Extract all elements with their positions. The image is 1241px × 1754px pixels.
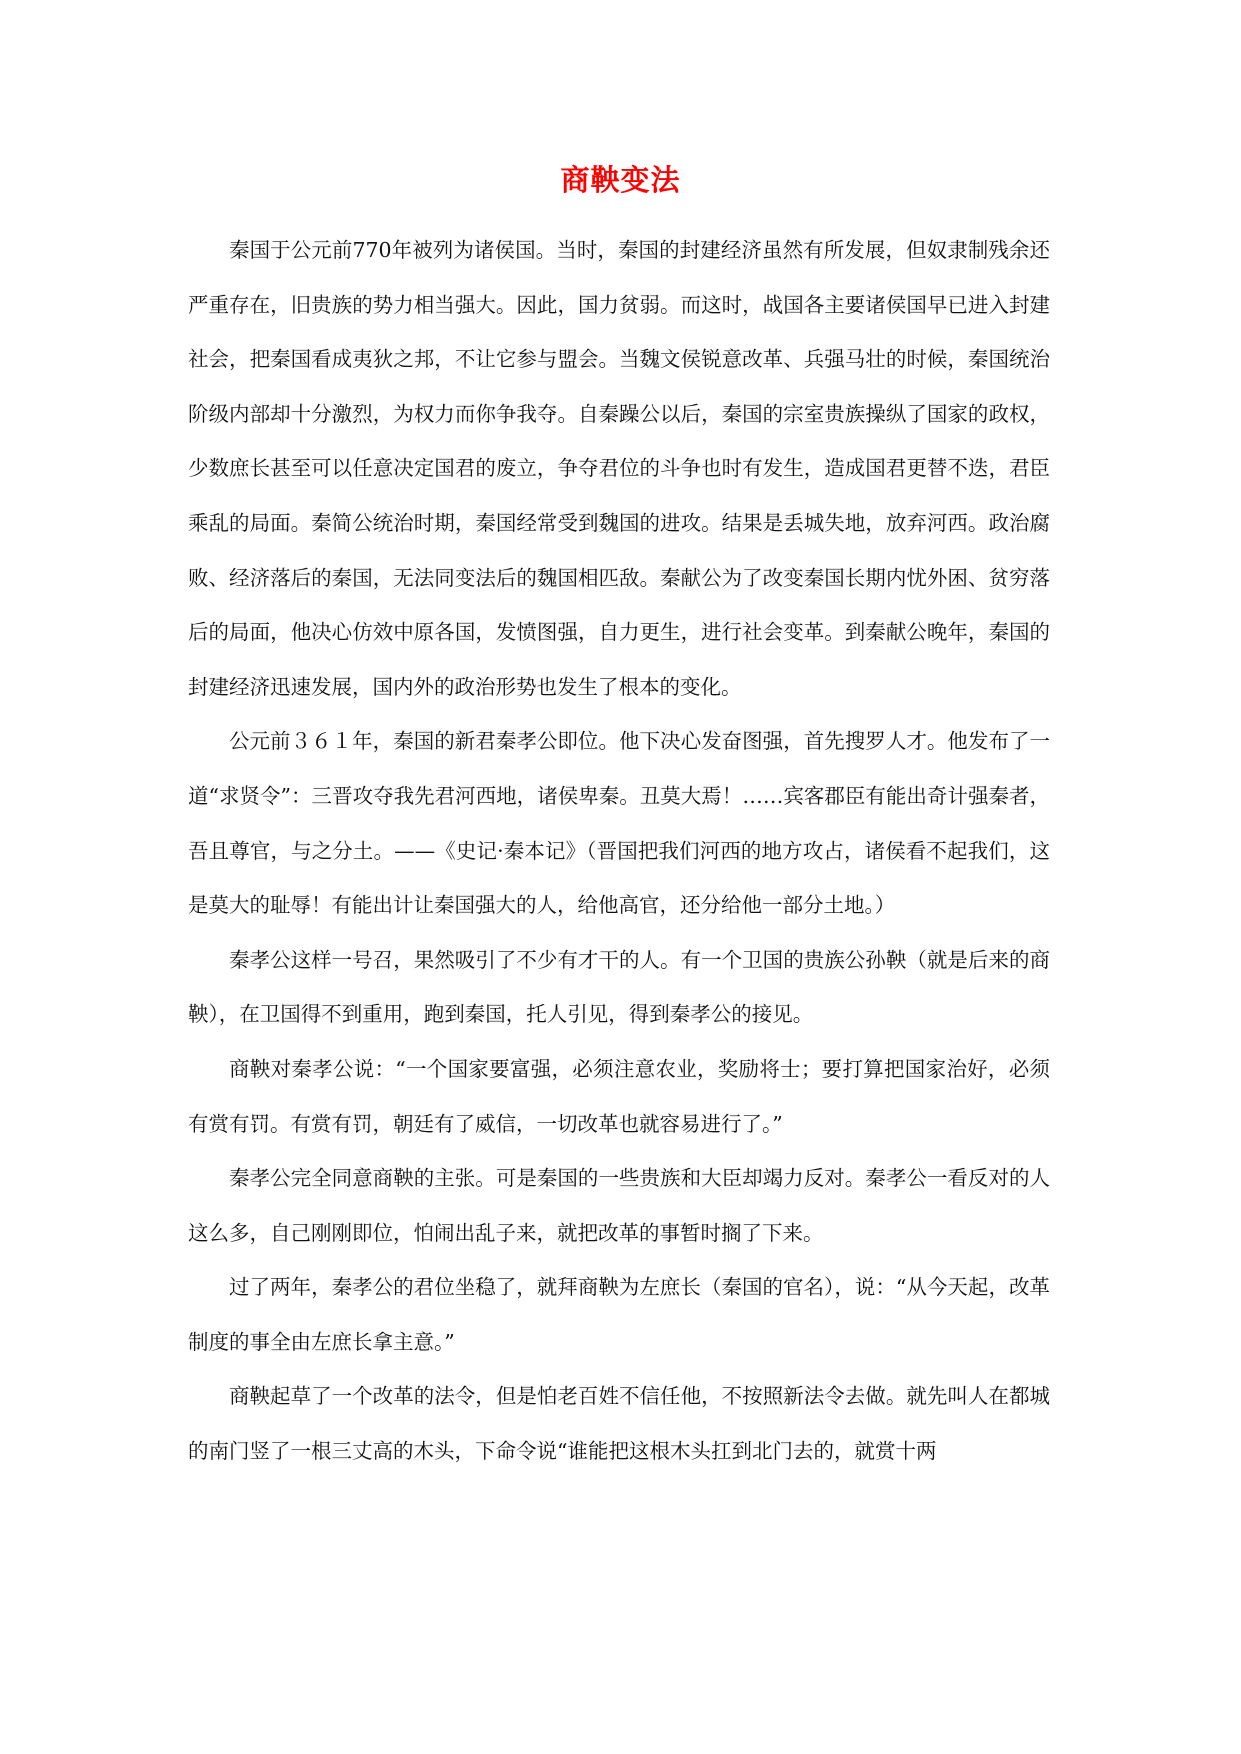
paragraph-7: 商鞅起草了一个改革的法令，但是怕老百姓不信任他，不按照新法令去做。就先叫人在都城的南门竖了一根三丈高的木头，下命令说“谁能把这根木头扛到北门去的，就赏十两	[188, 1384, 1050, 1464]
paragraph-2: 公元前３６１年，秦国的新君秦孝公即位。他下决心发奋图强，首先搜罗人才。他发布了一道“求贤令”：三晋攻夺我先君河西地，诸侯卑秦。丑莫大焉！……宾客郡臣有能出奇计强秦者，吾且尊官，与之分土。——《史记·秦本记》（晋国把我们河西的地方攻占，诸侯看不起我们，这是莫大的耻辱！有能出计让秦国强大的人，给他高官，还分给他一部分土地。）	[188, 729, 1050, 918]
document-body	[188, 223, 1050, 1479]
paragraph-1: 秦国于公元前770年被列为诸侯国。当时，秦国的封建经济虽然有所发展，但奴隶制残余还严重存在，旧贵族的势力相当强大。因此，国力贫弱。而这时，战国各主要诸侯国早已进入封建社会，把秦国看成夷狄之邦，不让它参与盟会。当魏文侯锐意改革、兵强马壮的时候，秦国统治阶级内部却十分激烈，为权力而你争我夺。自秦躁公以后，秦国的宗室贵族操纵了国家的政权，少数庶长甚至可以任意决定国君的废立，争夺君位的斗争也时有发生，造成国君更替不迭，君臣乘乱的局面。秦简公统治时期，秦国经常受到魏国的进攻。结果是丢城失地，放弃河西。政治腐败、经济落后的秦国，无法同变法后的魏国相匹敌。秦献公为了改变秦国长期内忧外困、贫穷落后的局面，他决心仿效中原各国，发愤图强，自力更生，进行社会变革。到秦献公晚年，秦国的封建经济迅速发展，国内外的政治形势也发生了根本的变化。	[188, 238, 1050, 699]
document-title: 商鞅变法	[560, 163, 681, 197]
paragraph-6: 过了两年，秦孝公的君位坐稳了，就拜商鞅为左庶长（秦国的官名），说：“从今天起，改革制度的事全由左庶长拿主意。”	[188, 1275, 1050, 1354]
paragraph-3: 秦孝公这样一号召，果然吸引了不少有才干的人。有一个卫国的贵族公孙鞅（就是后来的商鞅），在卫国得不到重用，跑到秦国，托人引见，得到秦孝公的接见。	[188, 947, 1050, 1027]
paragraph-4: 商鞅对秦孝公说：“一个国家要富强，必须注意农业，奖励将士；要打算把国家治好，必须有赏有罚。有赏有罚，朝廷有了威信，一切改革也就容易进行了。”	[188, 1056, 1050, 1136]
paragraph-5: 秦孝公完全同意商鞅的主张。可是秦国的一些贵族和大臣却竭力反对。秦孝公一看反对的人这么多，自己刚刚即位，怕闹出乱子来，就把改革的事暂时搁了下来。	[188, 1166, 1050, 1245]
